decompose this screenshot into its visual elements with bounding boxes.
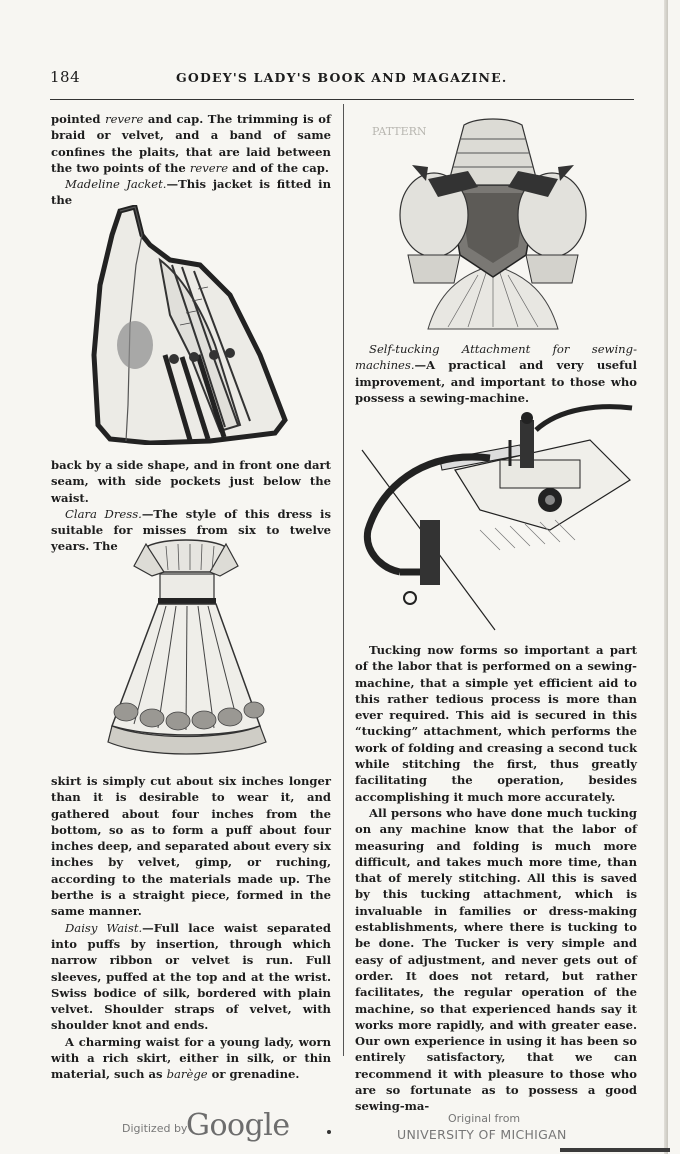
left-text-block-1 (51, 111, 331, 209)
original-from-label: Original from (448, 1112, 521, 1125)
page-header (50, 66, 634, 96)
tucking-attachment-illustration (360, 400, 635, 635)
daisy-waist-title: Daisy Waist. (65, 920, 143, 935)
paragraph-clara-dress: Clara Dress.—The style of this dress is suitable for misses from six to twelve years. The (51, 506, 331, 554)
header-rule (50, 99, 634, 100)
digitization-footer (0, 1100, 680, 1154)
right-text-block-2 (355, 642, 637, 1115)
self-tucking-title: Self-tucking Attachment for sewing-machines. (355, 342, 637, 373)
clara-dress-illustration (106, 536, 272, 760)
paragraph-madeline-jacket: Madeline Jacket.—This jacket is fitted in the (51, 177, 331, 208)
madeline-jacket-illustration (90, 205, 290, 445)
running-title: GODEY'S LADY'S BOOK AND MAGAZINE. (176, 70, 508, 85)
right-text-block-1 (355, 341, 637, 406)
digitized-by-label: Digitized by (122, 1122, 188, 1135)
clara-dress-title: Clara Dress. (65, 506, 142, 521)
paragraph-tucking-benefits: All persons who have done much tucking on any machine know that the labor of measuring and folding is much more difficult, and takes much more time, than that of merely stitching. All this is saved by this tucking attachment, which is invaluable in families or dress-making establishments, where there is tucking to be done. The Tucker is very simple and easy of adjustment, and never gets out of order. It does not retard, but rather facilitates, the regular operation of the machine, so that experienced hands say it works more rapidly, and with greater ease. Our own experience in using it has been so entirely satisfactory, that we can recommend it with pleasure to those who are so fortunate as to possess a good sewing-ma- (355, 805, 637, 1114)
google-logo: Google (186, 1108, 290, 1143)
paragraph-self-tucking-caption: Self-tucking Attachment for sewing-machines.—A practical and very useful improvement, and important to those who possess a sewing-machine. (355, 342, 637, 405)
column-divider (343, 104, 344, 1056)
paragraph-charming-waist: A charming waist for a young lady, worn with a rich skirt, either in silk, or thin material, such as barège or grenadine. (51, 1034, 331, 1082)
page-number: 184 (50, 68, 81, 86)
svg-text:PATTERN: PATTERN (372, 125, 427, 138)
scan-smudge (560, 1148, 670, 1152)
left-text-block-3 (51, 773, 331, 1083)
paragraph-daisy-waist: Daisy Waist.—Full lace waist separated into puffs by insertion, through which narrow ribbon or velvet is run. Full sleeves, puffed at the top and at the wrist. Swiss bodice of silk, bordered with plain velvet. Shoulder straps of velvet, with shoulder knot and ends. (51, 920, 331, 1033)
institution-label: UNIVERSITY OF MICHIGAN (397, 1127, 567, 1142)
paragraph-tucking-intro: Tucking now forms so important a part of the labor that is performed on a sewing-machine, that a simple yet efficient aid to this rather tedious process is more than ever required. This aid is secured in this “tucking” attachment, which performs the work of folding and creasing a second tuck while stitching the first, thus greatly facilitating the operation, besides accomplishing it much more accurately. (355, 643, 637, 804)
paragraph-jacket-continued: back by a side shape, and in front one dart seam, with side pockets just below the waist. (51, 458, 331, 505)
paragraph-revere: pointed revere and cap. The trimming is of braid or velvet, and a band of same confines the plaits, that are laid between the two points of the revere and of the cap. (51, 112, 331, 175)
madeline-jacket-title: Madeline Jacket. (65, 177, 167, 192)
daisy-waist-illustration (368, 115, 618, 335)
footer-dot (327, 1130, 331, 1134)
page-edge (664, 0, 668, 1154)
paragraph-clara-skirt: skirt is simply cut about six inches longer than it is desirable to wear it, and gathered about four inches from the bottom, so as to form a puff about four inches deep, and separated about every six inches by velvet, gimp, or ruching, according to the materials made up. The berthe is a straight piece, formed in the same manner. (51, 774, 331, 919)
